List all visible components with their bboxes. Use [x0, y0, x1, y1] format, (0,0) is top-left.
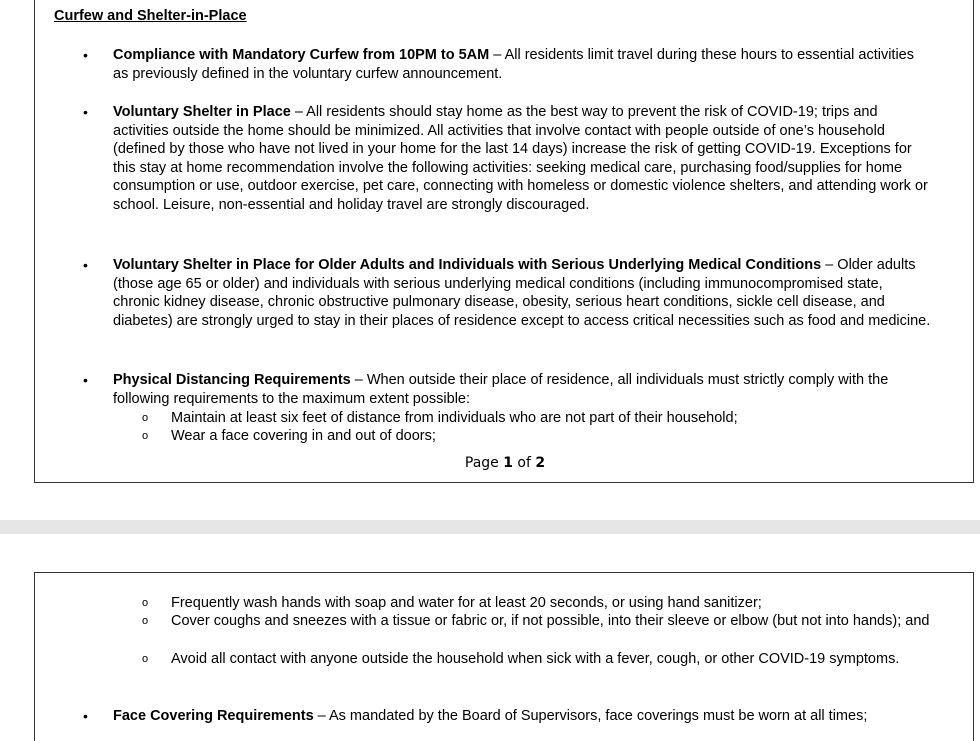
- bullet-title: Voluntary Shelter in Place for Older Adults and Individuals with Serious Underlying Medical Conditions: [113, 257, 822, 273]
- bullet-icon: •: [83, 47, 88, 63]
- bullet-item-older-adults: [113, 256, 931, 330]
- sub-item: Wear a face covering in and out of doors;: [171, 428, 436, 444]
- sub-item: Cover coughs and sneezes with a tissue or fabric or, if not possible, into their sleeve or elbow (but not into hands); and: [171, 613, 930, 629]
- bullet-text: – When outside their place of residence, all individuals must strictly comply with the following requirements to the maximum extent possible:: [113, 372, 889, 407]
- page-number: Page 1 of 2: [464, 455, 546, 471]
- sub-bullet-icon: o: [142, 615, 149, 627]
- bullet-title: Physical Distancing Requirements: [113, 372, 351, 388]
- document-page-2: [34, 572, 974, 741]
- bullet-icon: •: [83, 257, 88, 273]
- sub-item: Frequently wash hands with soap and water for at least 20 seconds, or using hand sanitizer;: [171, 595, 762, 611]
- sub-item: Maintain at least six feet of distance from individuals who are not part of their household;: [171, 410, 738, 426]
- bullet-text: – All residents should stay home as the best way to prevent the risk of COVID-19; trips and activities outside the home should be minimized. All activities that involve contact with people outside of one’s household (defined by those who have not lived in your home for the last 14 days) increase the risk of getting COVID-19. Exceptions for this stay at home recommendation involve the following activities: seeking medical care, purchasing food/supplies for home consumption or use, outdoor exercise, pet care, connecting with homeless or domestic violence shelters, and attending work or school. Leisure, non-essential and holiday travel are strongly discouraged.: [113, 104, 928, 213]
- bullet-title: Compliance with Mandatory Curfew from 10PM to 5AM: [113, 47, 490, 63]
- bullet-item-distancing: [113, 371, 931, 408]
- bullet-icon: •: [83, 372, 88, 388]
- bullet-text: – As mandated by the Board of Supervisors, face coverings must be worn at all times;: [313, 708, 868, 724]
- sub-bullet-icon: o: [142, 653, 149, 665]
- bullet-item-face-covering: [113, 707, 931, 726]
- bullet-item-curfew: [113, 46, 931, 83]
- sub-bullet-icon: o: [142, 412, 149, 424]
- document-page-1: [34, 0, 974, 483]
- sub-bullet-icon: o: [142, 597, 149, 609]
- bullet-icon: •: [83, 104, 88, 120]
- bullet-icon: •: [83, 708, 88, 724]
- bullet-title: Face Covering Requirements: [113, 708, 314, 724]
- sub-bullet-icon: o: [142, 430, 149, 442]
- bullet-title: Voluntary Shelter in Place: [113, 104, 291, 120]
- bullet-text: – Older adults (those age 65 or older) and individuals with serious underlying medical conditions (including immunocompromised state, chronic kidney disease, chronic obstructive pulmonary disease, obesity, serious heart conditions, sickle cell disease, and diabetes) are strongly urged to stay in their places of residence except to access critical necessities such as food and medicine.: [113, 257, 931, 329]
- bullet-item-shelter: [113, 103, 931, 214]
- bullet-text: – All residents limit travel during these hours to essential activities as previously defined in the voluntary curfew announcement.: [113, 47, 914, 82]
- section-heading: Curfew and Shelter-in-Place: [54, 8, 247, 24]
- page-separator: [0, 520, 980, 534]
- sub-item: Avoid all contact with anyone outside the household when sick with a fever, cough, or other COVID-19 symptoms.: [171, 651, 900, 667]
